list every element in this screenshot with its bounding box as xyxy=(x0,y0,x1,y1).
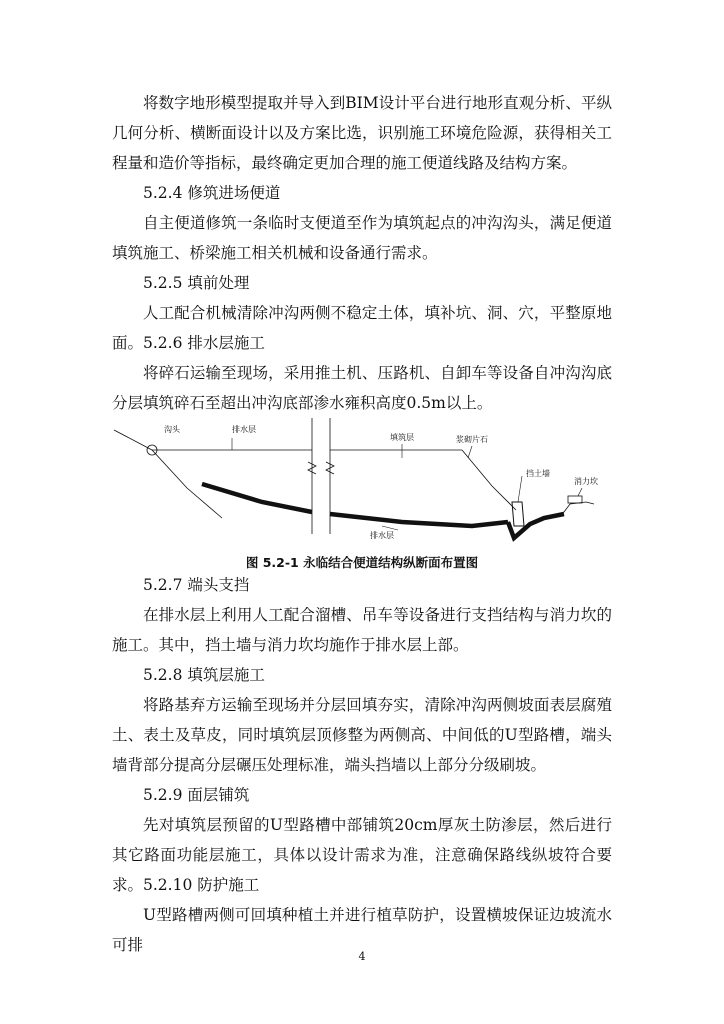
paragraph-access-road: 自主便道修筑一条临时支便道至作为填筑起点的冲沟沟头，满足便道填筑施工、桥梁施工相关机械和设备通行需求。 xyxy=(112,214,612,262)
drain-layer-left xyxy=(202,484,312,512)
label-gully-head: 沟头 xyxy=(164,425,180,434)
label-fill-layer: 填筑层 xyxy=(390,433,414,442)
drain-layer-right xyxy=(330,514,508,526)
section-diagram-svg xyxy=(112,418,612,558)
leader-energy-sill xyxy=(578,488,582,496)
figure-caption: 图 5.2-1 永临结合便道结构纵断面布置图 xyxy=(245,555,479,570)
paragraph-end-support: 在排水层上利用人工配合溜槽、吊车等设备进行支挡结构与消力坎的施工。其中，挡土墙与消力坎均施作于排水层上部。 xyxy=(112,606,612,654)
label-retaining-wall: 挡土墙 xyxy=(526,469,550,478)
leader-rubble xyxy=(468,446,472,458)
paragraph-drain-layer: 将碎石运输至现场，采用推土机、压路机、自卸车等设备自冲沟沟底分层填筑碎石至超出冲沟底部渗水雍积高度0.5m以上。 xyxy=(112,364,612,412)
label-drain-layer-bottom: 排水层 xyxy=(370,531,394,540)
energy-sill-shape xyxy=(568,496,582,503)
paragraph-surface-layer: 先对填筑层预留的U型路槽中部铺筑20cm厚灰土防渗层，然后进行其它路面功能层施工，具体以设计需求为准，注意确保路线纵坡符合要求。 xyxy=(112,816,612,894)
heading-5-2-7: 5.2.7 端头支挡 xyxy=(143,576,250,594)
fill-slope xyxy=(462,450,516,510)
heading-5-2-4: 5.2.4 修筑进场便道 xyxy=(143,184,281,202)
label-drain-layer-top: 排水层 xyxy=(232,425,256,434)
label-rubble: 浆砌片石 xyxy=(456,435,488,444)
page-number: 4 xyxy=(358,950,366,963)
heading-5-2-8: 5.2.8 填筑层施工 xyxy=(143,666,265,684)
paragraph-protection: U型路槽两侧可回填种植土并进行植草防护，设置横坡保证边坡流水可排 xyxy=(112,906,612,954)
heading-5-2-5: 5.2.5 填前处理 xyxy=(143,274,250,292)
leader-drain-bottom xyxy=(382,526,398,530)
section-diagram xyxy=(112,418,612,558)
ground-line-left xyxy=(114,430,222,518)
label-energy-sill: 消力坎 xyxy=(574,477,598,486)
break-zigzag-left xyxy=(308,462,316,474)
heading-5-2-6: 5.2.6 排水层施工 xyxy=(143,334,265,352)
paragraph-bim-analysis: 将数字地形模型提取并导入到BIM设计平台进行地形直观分析、平纵几何分析、横断面设计以及方案比选，识别施工环境危险源，获得相关工程量和造价等指标，最终确定更加合理的施工便道线路及结构方案。 xyxy=(112,94,612,172)
heading-5-2-10: 5.2.10 防护施工 xyxy=(143,876,260,894)
paragraph-fill-layer: 将路基弃方运输至现场并分层回填夯实，清除冲沟两侧坡面表层腐殖土、表土及草皮，同时填筑层顶修整为两侧高、中间低的U型路槽，端头墙背部分提高分层碾压处理标准，端头挡墙以上部分分级刷坡。 xyxy=(112,696,612,774)
leader-retaining-wall xyxy=(518,476,522,502)
paragraph-pre-fill: 人工配合机械清除冲沟两侧不稳定土体，填补坑、洞、穴，平整原地面。 xyxy=(112,304,612,352)
break-zigzag-right xyxy=(326,462,334,474)
retaining-wall-shape xyxy=(512,502,524,526)
heading-5-2-9: 5.2.9 面层铺筑 xyxy=(143,786,250,804)
downstream-ground xyxy=(532,502,594,522)
